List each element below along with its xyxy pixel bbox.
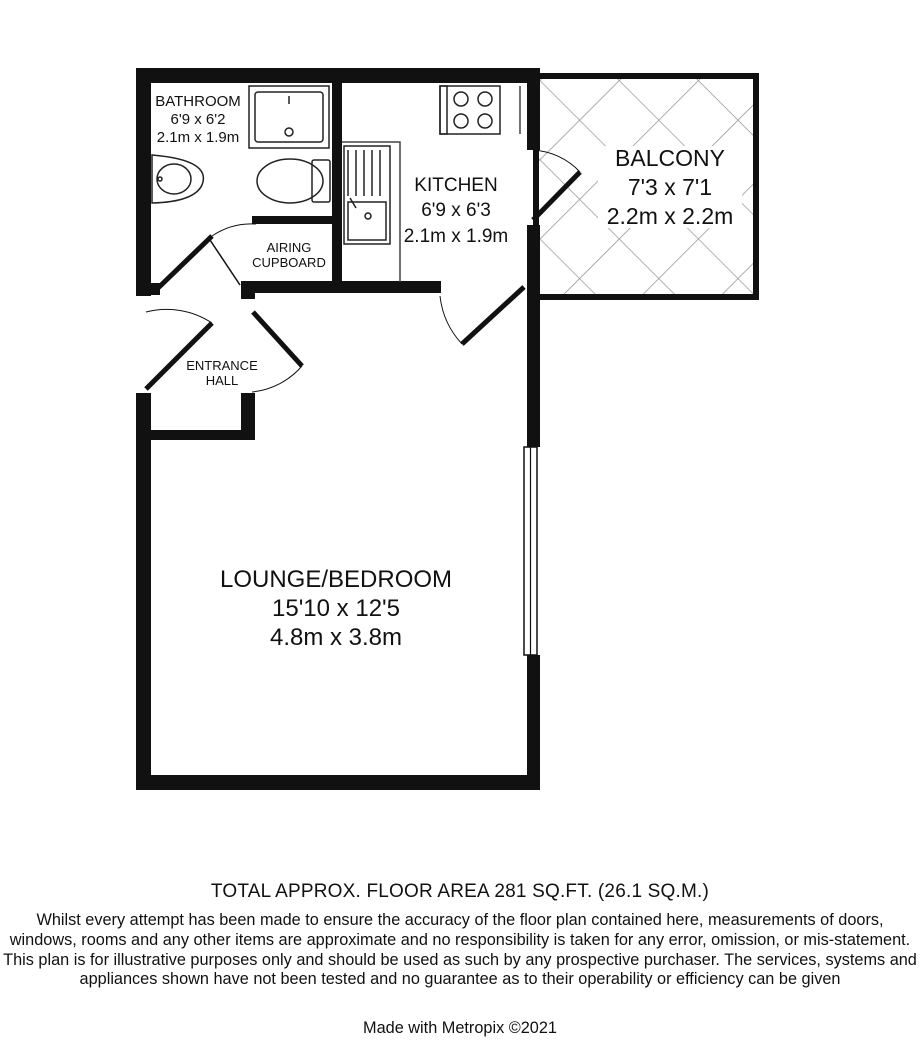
kitchen-name: KITCHEN — [414, 175, 498, 196]
bathroom-imperial: 6'9 x 6'2 — [170, 111, 226, 128]
doors — [146, 150, 580, 392]
airing-cupboard-label — [252, 240, 326, 270]
entrance-hall-line1: ENTRANCE — [186, 358, 258, 373]
total-floor-area: TOTAL APPROX. FLOOR AREA 281 SQ.FT. (26.1 SQ.M.) — [210, 881, 710, 902]
window — [524, 447, 537, 655]
bathroom-label — [155, 93, 241, 146]
toilet-fixture — [257, 159, 330, 203]
hob-fixture — [440, 86, 500, 134]
balcony-metric: 2.2m x 2.2m — [606, 203, 734, 229]
balcony-label — [598, 145, 742, 229]
kitchen-metric: 2.1m x 1.9m — [403, 226, 509, 247]
lounge-bedroom-imperial: 15'10 x 12'5 — [272, 595, 400, 622]
balcony-imperial: 7'3 x 7'1 — [627, 174, 713, 200]
bathroom-name: BATHROOM — [155, 93, 241, 110]
disclaimer-text: Whilst every attempt has been made to ensure the accuracy of the floor plan contained here, measurements of doors, windows, rooms and any other items are approximate and no responsibility is taken for any error, omission, or mis-statement. This plan is for illustrative purposes only and should be used as such by any prospective purchaser. The services, systems and appliances shown have not been tested and no guarantee as to their operability or efficiency can be given — [3, 911, 917, 989]
kitchen-imperial: 6'9 x 6'3 — [421, 200, 491, 221]
lounge-bedroom-metric: 4.8m x 3.8m — [269, 624, 403, 651]
entrance-hall-line2: HALL — [205, 373, 239, 388]
bathroom-metric: 2.1m x 1.9m — [156, 129, 240, 146]
airing-cupboard-line1: AIRING — [266, 240, 312, 255]
lounge-bedroom-name: LOUNGE/BEDROOM — [219, 566, 453, 593]
bath-fixture — [249, 86, 329, 148]
basin-fixture — [152, 155, 203, 203]
kitchen-label — [404, 175, 509, 247]
sink-fixture — [344, 146, 390, 244]
entrance-hall-label — [186, 358, 258, 388]
credit-text: Made with Metropix ©2021 — [363, 1019, 557, 1037]
balcony-name: BALCONY — [615, 145, 725, 171]
lounge-bedroom-label — [220, 566, 452, 651]
airing-cupboard-line2: CUPBOARD — [252, 255, 326, 270]
